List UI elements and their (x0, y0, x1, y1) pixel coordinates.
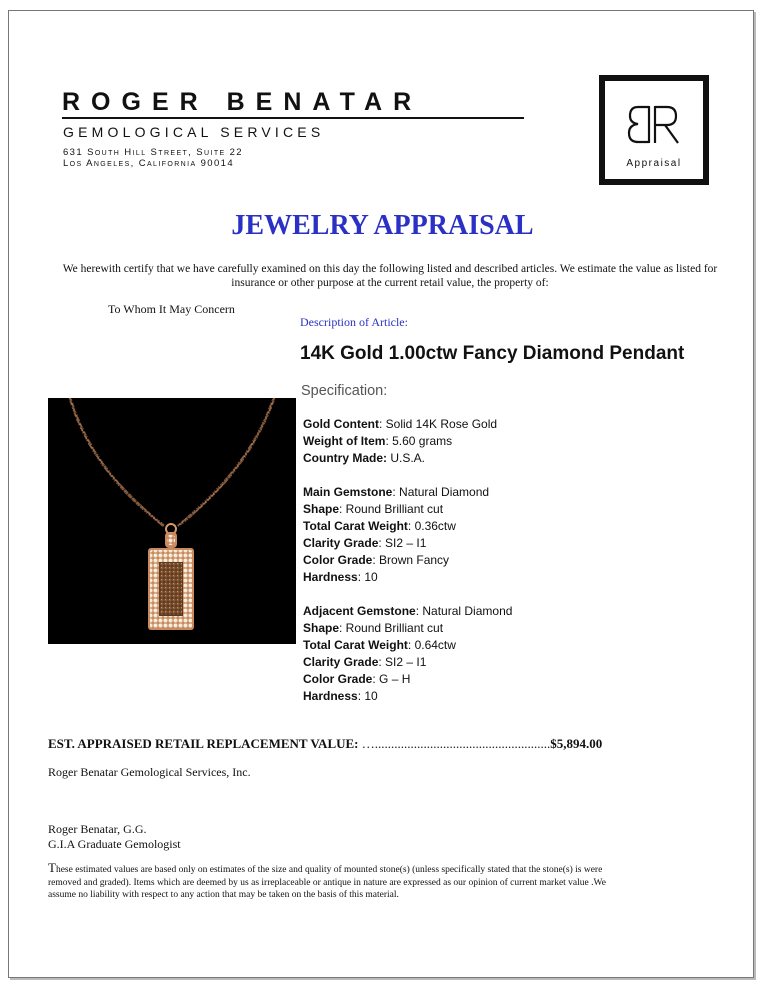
spec-row (303, 450, 512, 467)
spec-row (303, 620, 512, 637)
spec-label: Hardness (303, 570, 358, 584)
spec-row (303, 637, 512, 654)
spec-label: Weight of Item (303, 434, 386, 448)
recipient: To Whom It May Concern (108, 302, 235, 316)
appraised-value-amount: $5,894.00 (550, 736, 603, 751)
description-label: Description of Article: (300, 315, 408, 329)
document-title: JEWELRY APPRAISAL (231, 210, 534, 241)
spec-row (303, 654, 512, 671)
spec-row (303, 671, 512, 688)
spec-label: Color Grade (303, 672, 373, 686)
company-subtitle: GEMOLOGICAL SERVICES (63, 124, 325, 140)
spec-label: Adjacent Gemstone (303, 604, 416, 618)
spec-row (303, 552, 512, 569)
spec-value: : Natural Diamond (392, 485, 490, 499)
company-name-underline (62, 117, 524, 119)
br-monogram-icon (605, 89, 703, 159)
spec-row (303, 535, 512, 552)
signer-title: G.I.A Graduate Gemologist (48, 837, 181, 851)
appraised-value-label: EST. APPRAISED RETAIL REPLACEMENT VALUE: (48, 736, 359, 751)
spec-value: : Round Brilliant cut (339, 502, 444, 516)
spec-value: : 10 (357, 570, 378, 584)
disclaimer-text: hese estimated values are based only on estimates of the size and quality of mounted stone(s) (unless specifically stated that the stone(s) is were removed and graded). Items which are deemed by us as irreplaceable or antique in nature are expressed as our opinion of current market value .We assume no liability with respect to any action that may be taken on the basis of this material. (48, 865, 606, 900)
spec-row (303, 416, 512, 433)
spec-value: : 0.36ctw (407, 519, 456, 533)
specification-label: Specification: (301, 383, 388, 399)
spec-label: Clarity Grade (303, 655, 379, 669)
spec-label: Main Gemstone (303, 485, 393, 499)
address-line-1: 631 South Hill Street, Suite 22 (63, 147, 243, 158)
spec-value: U.S.A. (390, 451, 426, 465)
company-name: ROGER BENATAR (62, 88, 423, 116)
specification-list (303, 416, 512, 705)
footer-company: Roger Benatar Gemological Services, Inc. (48, 765, 251, 779)
spec-row (303, 484, 512, 501)
spec-label: Total Carat Weight (303, 519, 408, 533)
spec-label: Shape (303, 502, 340, 516)
spec-value: : 0.64ctw (407, 638, 456, 652)
spec-row (303, 433, 512, 450)
spec-label: Clarity Grade (303, 536, 379, 550)
appraised-value-line (48, 736, 602, 752)
spec-value: : G – H (372, 672, 411, 686)
spec-value: : 5.60 grams (385, 434, 453, 448)
spec-row (303, 688, 512, 705)
logo-caption: Appraisal (626, 158, 682, 169)
pendant-image (48, 398, 296, 644)
spec-row (303, 518, 512, 535)
certification-text: We herewith certify that we have carefully examined on this day the following listed and described articles. We estimate the value as listed for insurance or other purpose at the current retail value, the property of: (62, 263, 718, 289)
signer-name: Roger Benatar, G.G. (48, 822, 147, 836)
spec-value: : Natural Diamond (415, 604, 513, 618)
spec-value: : Solid 14K Rose Gold (378, 417, 498, 431)
spec-value: : SI2 – I1 (378, 655, 427, 669)
spec-row (303, 569, 512, 586)
spec-value: : Round Brilliant cut (339, 621, 444, 635)
spec-label: Shape (303, 621, 340, 635)
spec-label: Country Made: (303, 451, 391, 465)
spec-label: Gold Content (303, 417, 379, 431)
appraisal-logo (599, 75, 709, 185)
spec-value: : Brown Fancy (372, 553, 450, 567)
spec-label: Color Grade (303, 553, 373, 567)
spec-row (303, 603, 512, 620)
spec-row (303, 501, 512, 518)
disclaimer-initial: T (48, 860, 56, 875)
spec-label: Total Carat Weight (303, 638, 408, 652)
pendant-photo (48, 398, 296, 644)
disclaimer (48, 862, 628, 902)
spec-label: Hardness (303, 689, 358, 703)
spec-value: : 10 (357, 689, 378, 703)
item-title: 14K Gold 1.00ctw Fancy Diamond Pendant (300, 343, 685, 364)
value-leader-dots: …...................................................... (361, 736, 551, 751)
spec-value: : SI2 – I1 (378, 536, 427, 550)
address-line-2: Los Angeles, California 90014 (63, 158, 234, 169)
